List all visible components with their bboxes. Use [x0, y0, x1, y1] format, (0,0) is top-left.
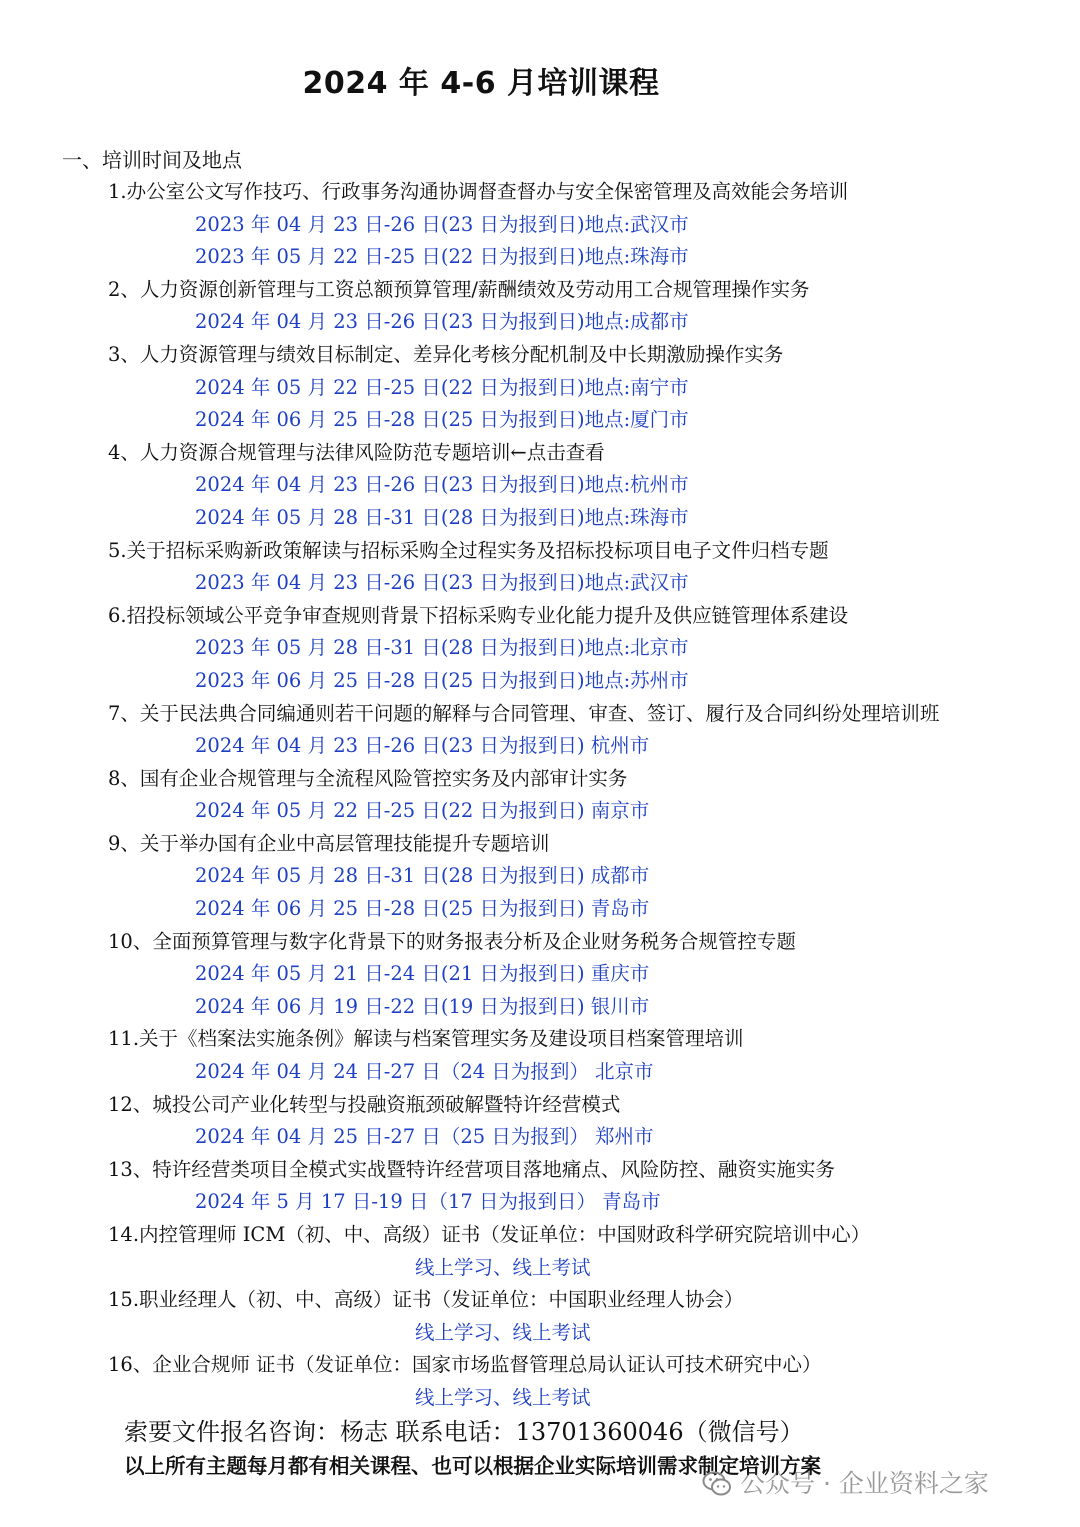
course-session: 2024 年 04 月 23 日-26 日(23 日为报到日)地点:成都市	[195, 310, 689, 334]
course-session: 2024 年 04 月 23 日-26 日(23 日为报到日) 杭州市	[195, 734, 650, 758]
course-session: 2024 年 05 月 28 日-31 日(28 日为报到日)地点:珠海市	[195, 505, 689, 529]
course-session: 2024 年 04 月 23 日-26 日(23 日为报到日)地点:杭州市	[195, 473, 689, 497]
watermark-text: 公众号 · 企业资料之家	[740, 1469, 989, 1498]
course-session: 2024 年 05 月 28 日-31 日(28 日为报到日) 成都市	[195, 864, 650, 888]
course-session: 2024 年 05 月 21 日-24 日(21 日为报到日) 重庆市	[195, 962, 650, 986]
course-session: 2023 年 05 月 22 日-25 日(22 日为报到日)地点:珠海市	[195, 245, 689, 269]
course-session: 2024 年 06 月 25 日-28 日(25 日为报到日) 青岛市	[195, 897, 650, 921]
course-session: 2024 年 04 月 25 日-27 日（25 日为报到） 郑州市	[195, 1125, 654, 1149]
course-session: 2024 年 05 月 22 日-25 日(22 日为报到日)地点:南宁市	[195, 375, 689, 399]
course-session: 2023 年 04 月 23 日-26 日(23 日为报到日)地点:武汉市	[195, 212, 689, 236]
course-title: 11.关于《档案法实施条例》解读与档案管理实务及建设项目档案管理培训	[108, 1027, 744, 1051]
course-session: 2023 年 05 月 28 日-31 日(28 日为报到日)地点:北京市	[195, 636, 689, 660]
course-title: 10、全面预算管理与数字化背景下的财务报表分析及企业财务税务合规管控专题	[108, 929, 796, 953]
course-title: 2、人力资源创新管理与工资总额预算管理/薪酬绩效及劳动用工合规管理操作实务	[108, 277, 810, 301]
course-session: 线上学习、线上考试	[415, 1320, 591, 1344]
course-title: 15.职业经理人（初、中、高级）证书（发证单位：中国职业经理人协会）	[108, 1288, 744, 1312]
watermark	[702, 1465, 989, 1503]
course-session: 2024 年 06 月 19 日-22 日(19 日为报到日) 银川市	[195, 994, 650, 1018]
course-session: 2024 年 04 月 24 日-27 日（24 日为报到） 北京市	[195, 1060, 654, 1084]
note-line: 以上所有主题每月都有相关课程、也可以根据企业实际培训需求制定培训方案	[124, 1454, 821, 1478]
section-heading: 一、培训时间及地点	[62, 148, 242, 172]
course-title: 3、人力资源管理与绩效目标制定、差异化考核分配机制及中长期激励操作实务	[108, 342, 784, 366]
course-session: 线上学习、线上考试	[415, 1385, 591, 1409]
course-title: 13、特许经营类项目全模式实战暨特许经营项目落地痛点、风险防控、融资实施实务	[108, 1157, 835, 1181]
course-title[interactable]: 4、人力资源合规管理与法律风险防范专题培训←点击查看	[108, 440, 605, 464]
course-title: 5.关于招标采购新政策解读与招标采购全过程实务及招标投标项目电子文件归档专题	[108, 538, 829, 562]
course-title: 6.招投标领域公平竞争审查规则背景下招标采购专业化能力提升及供应链管理体系建设	[108, 603, 849, 627]
course-session: 2023 年 06 月 25 日-28 日(25 日为报到日)地点:苏州市	[195, 668, 689, 692]
course-title: 16、企业合规师 证书（发证单位：国家市场监督管理总局认证认可技术研究中心）	[108, 1353, 822, 1377]
course-list	[0, 176, 1080, 1415]
course-title: 8、国有企业合规管理与全流程风险管控实务及内部审计实务	[108, 766, 628, 790]
course-session: 2024 年 06 月 25 日-28 日(25 日为报到日)地点:厦门市	[195, 408, 689, 432]
course-session: 2024 年 05 月 22 日-25 日(22 日为报到日) 南京市	[195, 799, 650, 823]
course-title: 12、城投公司产业化转型与投融资瓶颈破解暨特许经营模式	[108, 1092, 621, 1116]
course-session: 2023 年 04 月 23 日-26 日(23 日为报到日)地点:武汉市	[195, 571, 689, 595]
course-session: 线上学习、线上考试	[415, 1255, 591, 1279]
page-title: 2024 年 4-6 月培训课程	[302, 66, 660, 101]
course-title: 7、关于民法典合同编通则若干问题的解释与合同管理、审查、签订、履行及合同纠纷处理培训班	[108, 701, 940, 725]
course-title: 14.内控管理师 ICM（初、中、高级）证书（发证单位：中国财政科学研究院培训中心）	[108, 1223, 871, 1246]
course-title: 1.办公室公文写作技巧、行政事务沟通协调督查督办与安全保密管理及高效能会务培训	[108, 180, 849, 203]
course-session: 2024 年 5 月 17 日-19 日（17 日为报到日） 青岛市	[195, 1190, 661, 1214]
course-title: 9、关于举办国有企业中高层管理技能提升专题培训	[108, 831, 550, 855]
contact-line: 索要文件报名咨询：杨志 联系电话：13701360046（微信号）	[124, 1418, 804, 1446]
wechat-icon	[702, 1471, 732, 1497]
